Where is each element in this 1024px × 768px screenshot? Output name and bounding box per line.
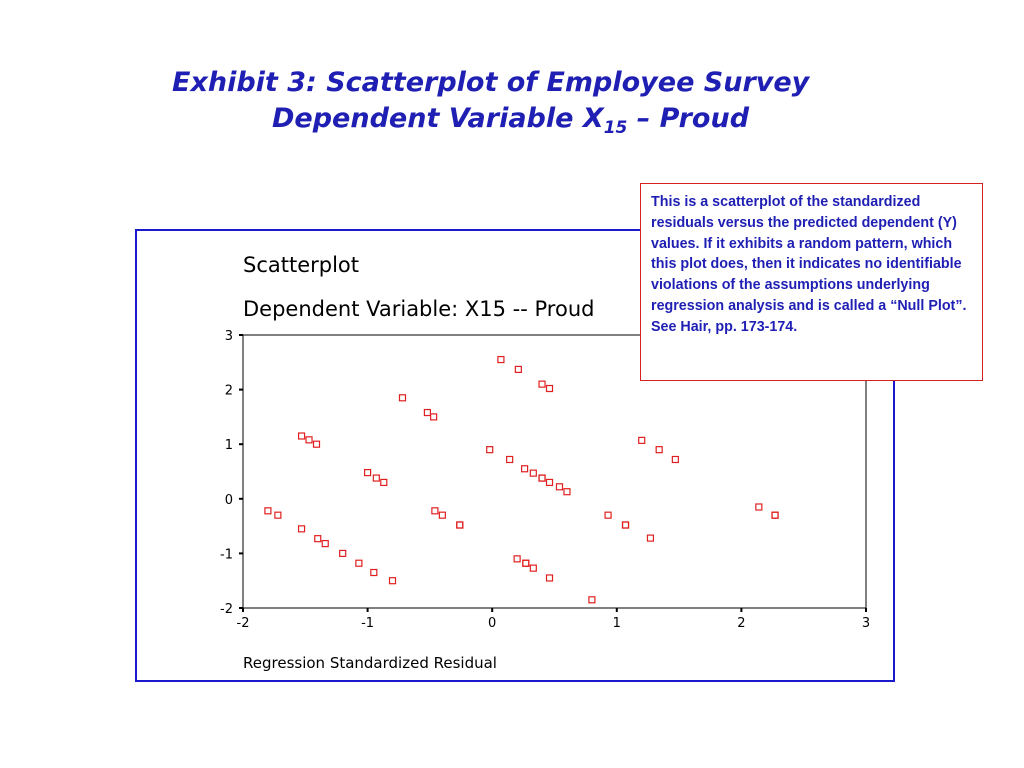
scatter-point (656, 447, 662, 453)
scatter-point (539, 475, 545, 481)
scatter-point (522, 466, 528, 472)
scatter-point (539, 381, 545, 387)
scatter-point (299, 433, 305, 439)
y-tick-label: 2 (224, 383, 233, 399)
scatter-point (523, 560, 529, 566)
annotation-note-text: This is a scatterplot of the standardized residuals versus the predicted dependent (Y) values. If it exhibits a random pattern, which this plot does, then it indicates no identifiable violations of the assumptions underlying regression analysis and is called a “Null Plot”. See Hair, pp. 173-174. (651, 194, 967, 335)
scatter-point (514, 556, 520, 562)
scatter-point (515, 366, 521, 372)
x-axis-label: Regression Standardized Residual (243, 654, 497, 672)
scatter-point (306, 437, 312, 443)
scatter-point (772, 512, 778, 518)
scatter-point (457, 522, 463, 528)
scatter-point (365, 470, 371, 476)
scatter-point (322, 541, 328, 547)
scatter-point (498, 357, 504, 363)
scatter-point (371, 570, 377, 576)
scatter-point (564, 489, 570, 495)
chart-subtitle: Dependent Variable: X15 -- Proud (243, 297, 595, 321)
scatter-point (547, 479, 553, 485)
scatter-point (507, 456, 513, 462)
scatter-point (547, 386, 553, 392)
scatter-point (439, 512, 445, 518)
scatter-point (487, 447, 493, 453)
slide-title-line2-tail: – Proud (627, 103, 750, 134)
scatter-point (314, 441, 320, 447)
scatter-point (639, 437, 645, 443)
x-tick-label: 1 (612, 616, 621, 631)
scatter-point (623, 522, 629, 528)
scatter-point (647, 535, 653, 541)
y-tick-label: 1 (224, 438, 233, 454)
scatter-point (605, 512, 611, 518)
scatter-point (275, 512, 281, 518)
annotation-note (640, 183, 983, 381)
x-tick-label: 2 (737, 616, 746, 631)
scatter-point (431, 414, 437, 420)
chart-title: Scatterplot (243, 253, 360, 277)
scatter-point (772, 512, 778, 518)
scatter-point (390, 578, 396, 584)
scatter-point (756, 504, 762, 510)
x-tick-label: -1 (361, 616, 375, 631)
scatter-point (265, 508, 271, 514)
scatter-point (373, 475, 379, 481)
x-tick-label: -2 (236, 616, 250, 631)
scatter-point (556, 484, 562, 490)
y-tick-label: -1 (220, 547, 233, 563)
scatter-point (589, 597, 595, 603)
scatter-point (547, 575, 553, 581)
x-tick-label: 3 (861, 616, 871, 631)
scatter-point (315, 536, 321, 542)
scatter-point (432, 508, 438, 514)
y-tick-label: -2 (220, 602, 233, 617)
scatter-point (530, 470, 536, 476)
scatter-point (523, 560, 529, 566)
slide-title-subscript: 15 (603, 118, 628, 138)
scatter-point (457, 522, 463, 528)
scatter-point (356, 560, 362, 566)
scatter-point (381, 479, 387, 485)
slide-title-line2 (272, 102, 749, 145)
y-tick-label: 0 (224, 492, 233, 508)
scatter-point (623, 522, 629, 528)
slide-title-line2-main: Dependent Variable X (272, 103, 604, 134)
scatter-point (424, 410, 430, 416)
scatter-point (340, 550, 346, 556)
x-tick-label: 0 (488, 616, 497, 631)
slide-title-line1: Exhibit 3: Scatterplot of Employee Survey (172, 67, 810, 98)
y-tick-label: 3 (224, 329, 233, 344)
scatter-point (530, 565, 536, 571)
scatter-point (299, 526, 305, 532)
scatter-point (672, 456, 678, 462)
scatter-point (539, 475, 545, 481)
scatter-point (399, 395, 405, 401)
